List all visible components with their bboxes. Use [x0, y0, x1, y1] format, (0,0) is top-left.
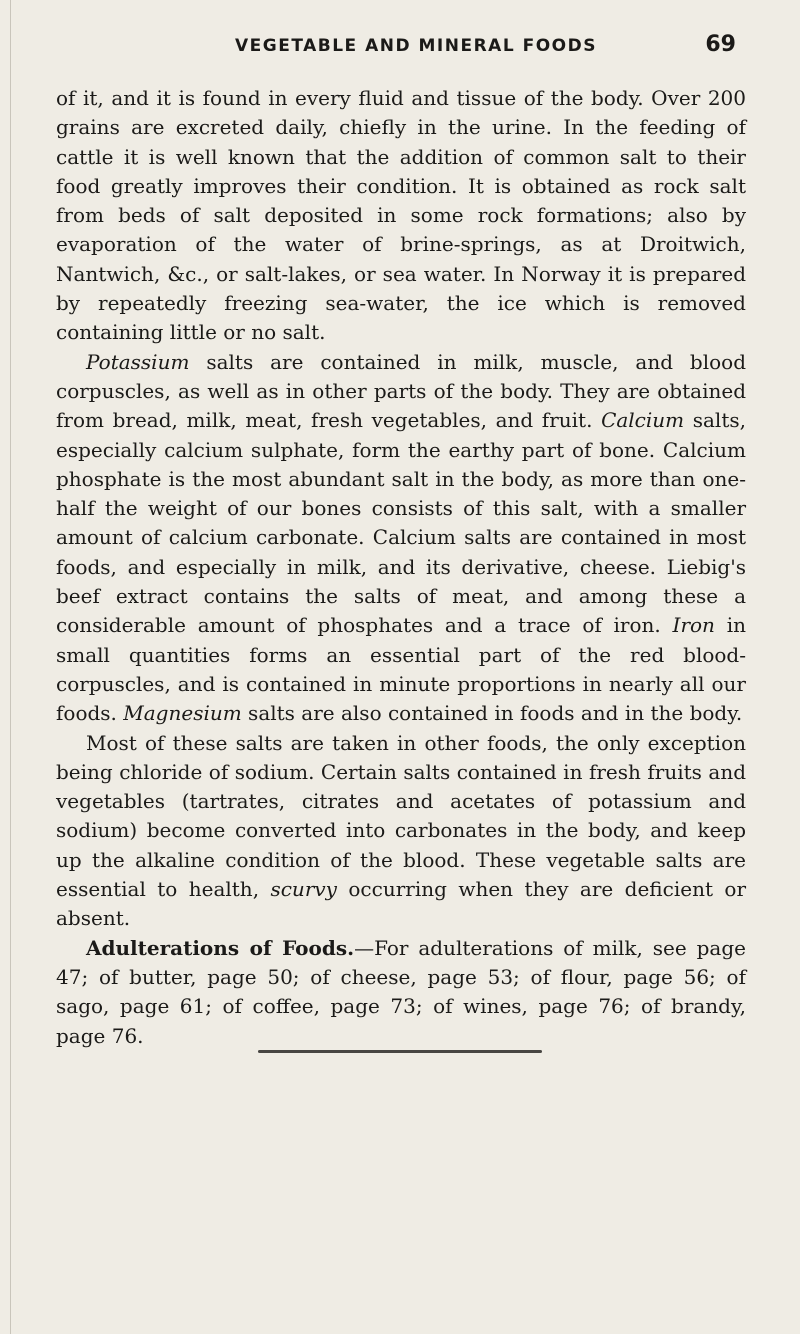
text-magnesium: salts are also contained in foods and in the body. [241, 701, 743, 726]
paragraph-vegetable-salts [56, 729, 746, 934]
term-iron: Iron [672, 613, 715, 638]
paragraph-mineral-salts [56, 348, 746, 729]
text-calcium: salts, especially calcium sulphate, form the earthy part of bone. Calcium phosphate is the most abundant salt in the body, as more than one-half the weight of our bones consists of this salt, with a smaller amount of calcium carbonate. Calcium salts are contained in most foods, and especially in milk, and its derivative, cheese. Liebig's beef extract contains the salts of meat, and among these a considerable amount of phosphates and a trace of iron. [56, 408, 746, 638]
text-potassium: salts are contained in milk, muscle, and blood corpuscles, as well as in other parts of the body. They are obtained from bread, milk, meat, fresh vegetables, and fruit. [56, 349, 746, 433]
term-calcium: Calcium [601, 408, 685, 433]
section-end-rule [258, 1050, 542, 1053]
text-adulterations: —For adulterations of milk, see page 47; of butter, page 50; of cheese, page 53; of flour, page 56; of sago, page 61; of coffee, page 73; of wines, page 76; of brandy, page 76. [56, 935, 746, 1048]
page-number: 69 [705, 32, 736, 57]
text-iron: in small quantities forms an essential part of the red blood-corpuscles, and is contained in minute proportions in nearly all our foods. [56, 613, 746, 726]
page-edge-line [10, 0, 11, 1334]
paragraph-adulterations [56, 934, 746, 1051]
page-header [60, 32, 760, 76]
running-head: VEGETABLE AND MINERAL FOODS [235, 36, 597, 56]
text-salts-after: occurring when they are deficient or absent. [56, 877, 746, 931]
paragraph-salt-continued: of it, and it is found in every fluid and tissue of the body. Over 200 grains are excreted daily, chiefly in the urine. In the feeding of cattle it is well known that the addition of common salt to their food greatly improves their condition. It is obtained as rock salt from beds of salt deposited in some rock formations; also by evaporation of the water of brine-springs, as at Droitwich, Nantwich, &c., or salt-lakes, or sea water. In Norway it is prepared by repeatedly freezing sea-water, the ice which is removed containing little or no salt. [56, 86, 746, 345]
term-scurvy: scurvy [270, 877, 337, 902]
section-heading-adulterations: Adulterations of Foods. [86, 935, 355, 960]
text-salts-before: Most of these salts are taken in other foods, the only exception being chloride of sodium. Certain salts contained in fresh fruits and vegetables (tartrates, citrates and acetates of potassium and sodium) become converted into carbonates in the body, and keep up the alkaline condition of the blood. These vegetable salts are essential to health, [56, 730, 746, 902]
term-potassium: Potassium [86, 349, 190, 374]
body-text [56, 84, 746, 1051]
term-magnesium: Magnesium [123, 701, 242, 726]
